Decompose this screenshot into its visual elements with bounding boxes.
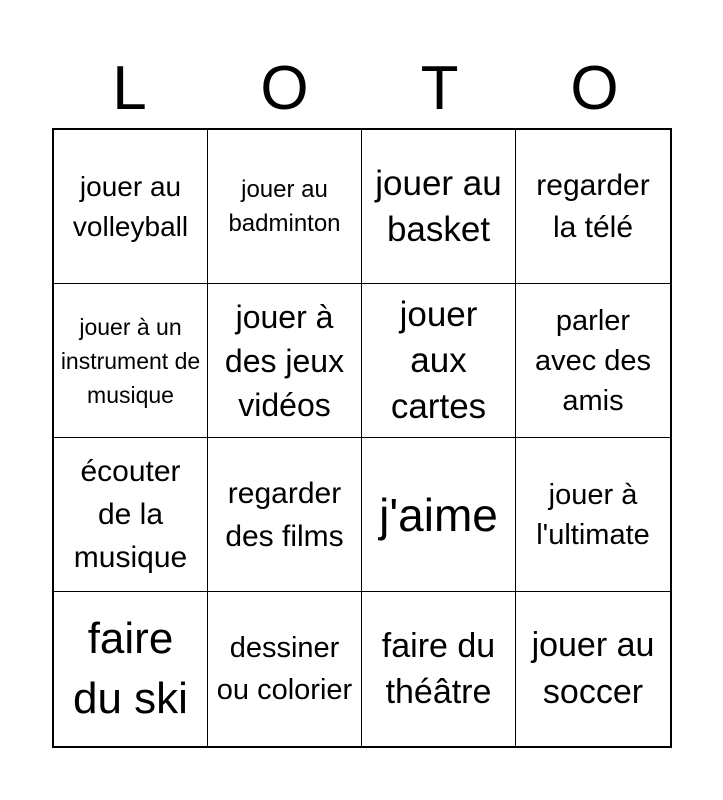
bingo-cell[interactable]: [362, 284, 516, 438]
bingo-header: [52, 50, 672, 128]
bingo-cell[interactable]: [54, 438, 208, 592]
bingo-cell[interactable]: [208, 592, 362, 746]
cell-text: jouer à un instrument de musique: [60, 313, 201, 408]
bingo-cell[interactable]: [362, 130, 516, 284]
cell-text: faire du ski: [73, 614, 188, 723]
bingo-cell[interactable]: [54, 130, 208, 284]
bingo-cell[interactable]: [208, 438, 362, 592]
bingo-cell[interactable]: [516, 592, 670, 746]
bingo-cell[interactable]: [54, 592, 208, 746]
cell-text: jouer au volleyball: [72, 170, 189, 242]
cell-text: regarder la télé: [536, 168, 650, 244]
bingo-cell[interactable]: [54, 284, 208, 438]
cell-text: regarder des films: [225, 476, 344, 553]
cell-text: dessiner ou colorier: [216, 632, 353, 706]
header-letter: O: [570, 54, 619, 123]
cell-text: jouer au badminton: [228, 175, 341, 237]
bingo-cell[interactable]: [516, 438, 670, 592]
bingo-cell[interactable]: [362, 438, 516, 592]
cell-text: j'aime: [379, 488, 498, 541]
bingo-cell[interactable]: [516, 284, 670, 438]
bingo-cell[interactable]: [208, 284, 362, 438]
cell-text: jouer à des jeux vidéos: [224, 298, 345, 423]
header-letter: O: [260, 54, 309, 123]
cell-text: jouer à l'ultimate: [536, 478, 650, 551]
cell-text: jouer au basket: [375, 163, 502, 249]
bingo-cell[interactable]: [516, 130, 670, 284]
cell-text: parler avec des amis: [534, 304, 652, 417]
header-letter: L: [112, 54, 147, 123]
cell-text: faire du théâtre: [381, 627, 496, 711]
bingo-cell[interactable]: [362, 592, 516, 746]
cell-text: jouer aux cartes: [390, 294, 487, 426]
bingo-board: [52, 128, 672, 748]
bingo-cell[interactable]: [208, 130, 362, 284]
header-letter: T: [420, 54, 459, 123]
cell-text: jouer au soccer: [531, 626, 655, 711]
cell-text: écouter de la musique: [73, 455, 188, 574]
